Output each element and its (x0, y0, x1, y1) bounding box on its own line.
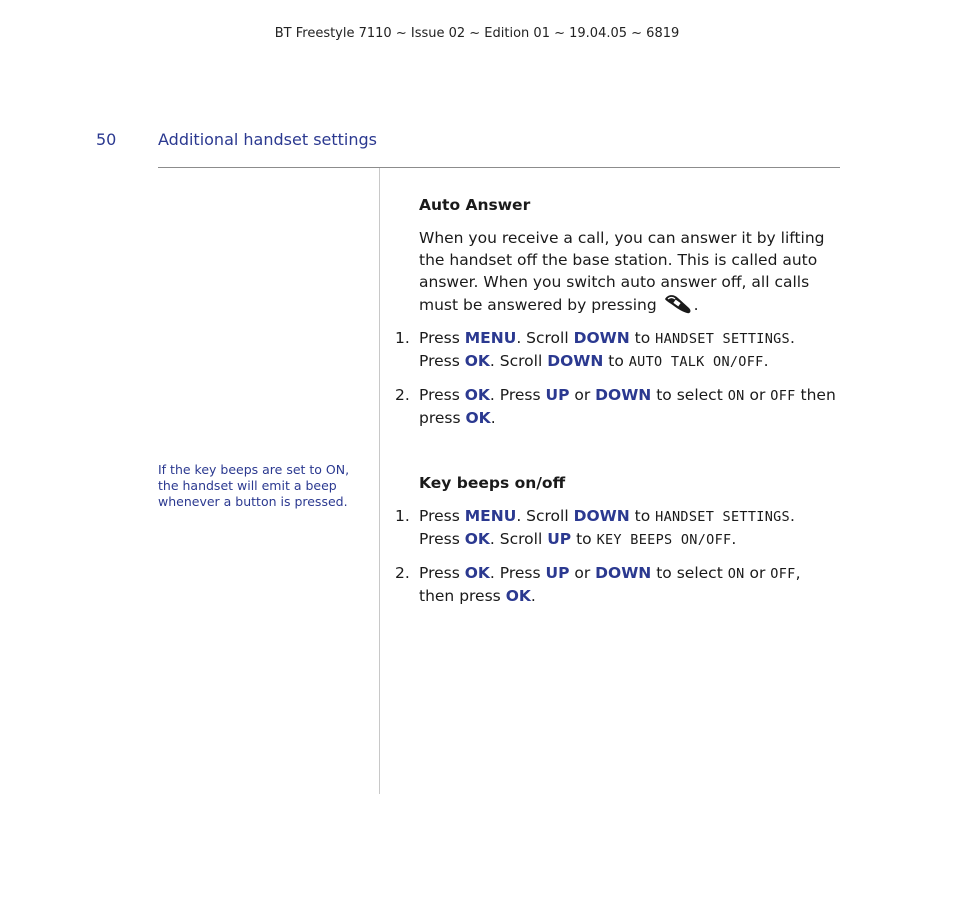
auto-answer-step-2: 2. Press OK. Press UP or DOWN to select ON or OFF then press OK. (395, 386, 836, 427)
auto-answer-text-end: . (693, 296, 699, 314)
header-rule (158, 167, 840, 168)
display-text: OFF (770, 388, 796, 404)
section-gap (419, 440, 840, 472)
auto-answer-description (419, 227, 840, 316)
key-beeps-step-2: 2. Press OK. Press UP or DOWN to select ON or OFF, then press OK. (395, 564, 801, 605)
column-divider (379, 168, 380, 794)
display-text: KEY BEEPS ON/OFF (596, 532, 732, 548)
side-note: If the key beeps are set to ON, the handset will emit a beep whenever a button is pressed. (158, 462, 350, 509)
display-text: ON (727, 566, 745, 582)
main-column (395, 194, 840, 618)
auto-answer-step-1: 1. Press MENU. Scroll DOWN to HANDSET SETTINGS. Press OK. Scroll DOWN to AUTO TALK ON/OFF. (395, 329, 795, 370)
key-beeps-steps (395, 505, 840, 607)
display-text: HANDSET SETTINGS (655, 509, 790, 525)
auto-answer-heading: Auto Answer (419, 196, 531, 214)
display-text: OFF (770, 566, 796, 582)
auto-answer-text: When you receive a call, you can answer it by lifting the handset off the base station. This is called auto answer. When you switch auto answer off, all calls must be answered by pressing (419, 229, 825, 314)
key-beeps-step-1: 1. Press MENU. Scroll DOWN to HANDSET SETTINGS. Press OK. Scroll UP to KEY BEEPS ON/OFF. (395, 507, 795, 548)
display-text: HANDSET SETTINGS (655, 331, 790, 347)
display-text: AUTO TALK ON/OFF (628, 354, 764, 370)
auto-answer-steps (395, 327, 840, 429)
edition-line: BT Freestyle 7110 ~ Issue 02 ~ Edition 01 ~ 19.04.05 ~ 6819 (274, 26, 680, 41)
display-text: ON (727, 388, 745, 404)
key-beeps-heading: Key beeps on/off (419, 474, 566, 492)
page-number: 50 (96, 130, 117, 149)
talk-key-icon (662, 293, 694, 315)
section-title: Additional handset settings (158, 130, 377, 149)
